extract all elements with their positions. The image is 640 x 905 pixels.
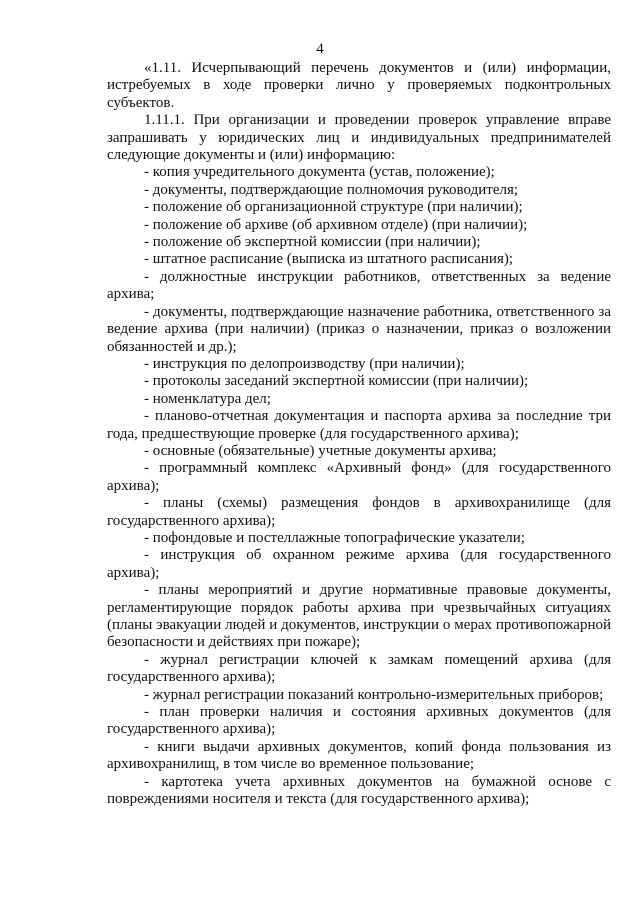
list-item: - документы, подтверждающие полномочия руководителя;	[144, 181, 519, 198]
list-item: - план проверки наличия и состояния архивных документов (для государственного архива);	[107, 704, 611, 738]
list-item: - документы, подтверждающие назначение работника, ответственного за ведение архива (при наличии) (приказ о назначении, приказ о возложении обязанностей и др.);	[107, 303, 611, 355]
paragraph-section-heading: «1.11. Исчерпывающий перечень документов и (или) информации, истребуемых в ходе проверки лично у проверяемых подконтрольных субъектов.	[107, 60, 611, 111]
list-item: - положение об организационной структуре (при наличии);	[144, 199, 523, 216]
list-item: - программный комплекс «Архивный фонд» (для государственного архива);	[107, 460, 611, 494]
list-item: - пофондовые и постеллажные топографические указатели;	[144, 529, 525, 546]
list-item: - книги выдачи архивных документов, копий фонда пользования из архивохранилищ, в том числе во временное пользование;	[107, 738, 611, 773]
list-item: - планы (схемы) размещения фондов в архивохранилище (для государственного архива);	[107, 495, 611, 529]
document-body	[107, 60, 611, 808]
list-item: - должностные инструкции работников, ответственных за ведение архива;	[107, 268, 611, 303]
list-item: - протоколы заседаний экспертной комиссии (при наличии);	[144, 373, 529, 390]
list-item: - планы мероприятий и другие нормативные правовые документы, регламентирующие порядок работы архива при чрезвычайных ситуациях (планы эвакуации людей и документов, инструкции о мерах противопожарной безопасности и действиях при пожаре);	[107, 582, 611, 651]
list-item: - положение об архиве (об архивном отделе) (при наличии);	[144, 216, 528, 233]
list-item: - картотека учета архивных документов на бумажной основе с повреждениями носителя и текста (для государственного архива);	[107, 773, 611, 808]
list-item: - номенклатура дел;	[144, 390, 271, 407]
list-item: - основные (обязательные) учетные документы архива;	[144, 442, 497, 459]
list-item: - положение об экспертной комиссии (при наличии);	[144, 234, 481, 251]
list-item: - планово-отчетная документация и паспорта архива за последние три года, предшествующие проверке (для государственного архива);	[107, 408, 611, 442]
list-item: - инструкция об охранном режиме архива (для государственного архива);	[107, 547, 611, 581]
list-item: - инструкция по делопроизводству (при наличии);	[144, 355, 465, 372]
list-item: - штатное расписание (выписка из штатного расписания);	[144, 251, 514, 268]
list-item: - журнал регистрации ключей к замкам помещений архива (для государственного архива);	[107, 651, 611, 686]
list-item: - копия учредительного документа (устав, положение);	[144, 164, 495, 181]
page-number: 4	[316, 41, 324, 57]
paragraph-intro: 1.11.1. При организации и проведении проверок управление вправе запрашивать у юридических лиц и индивидуальных предпринимателей следующие документы и (или) информацию:	[107, 112, 611, 164]
list-item: - журнал регистрации показаний контрольно-измерительных приборов;	[144, 686, 604, 703]
